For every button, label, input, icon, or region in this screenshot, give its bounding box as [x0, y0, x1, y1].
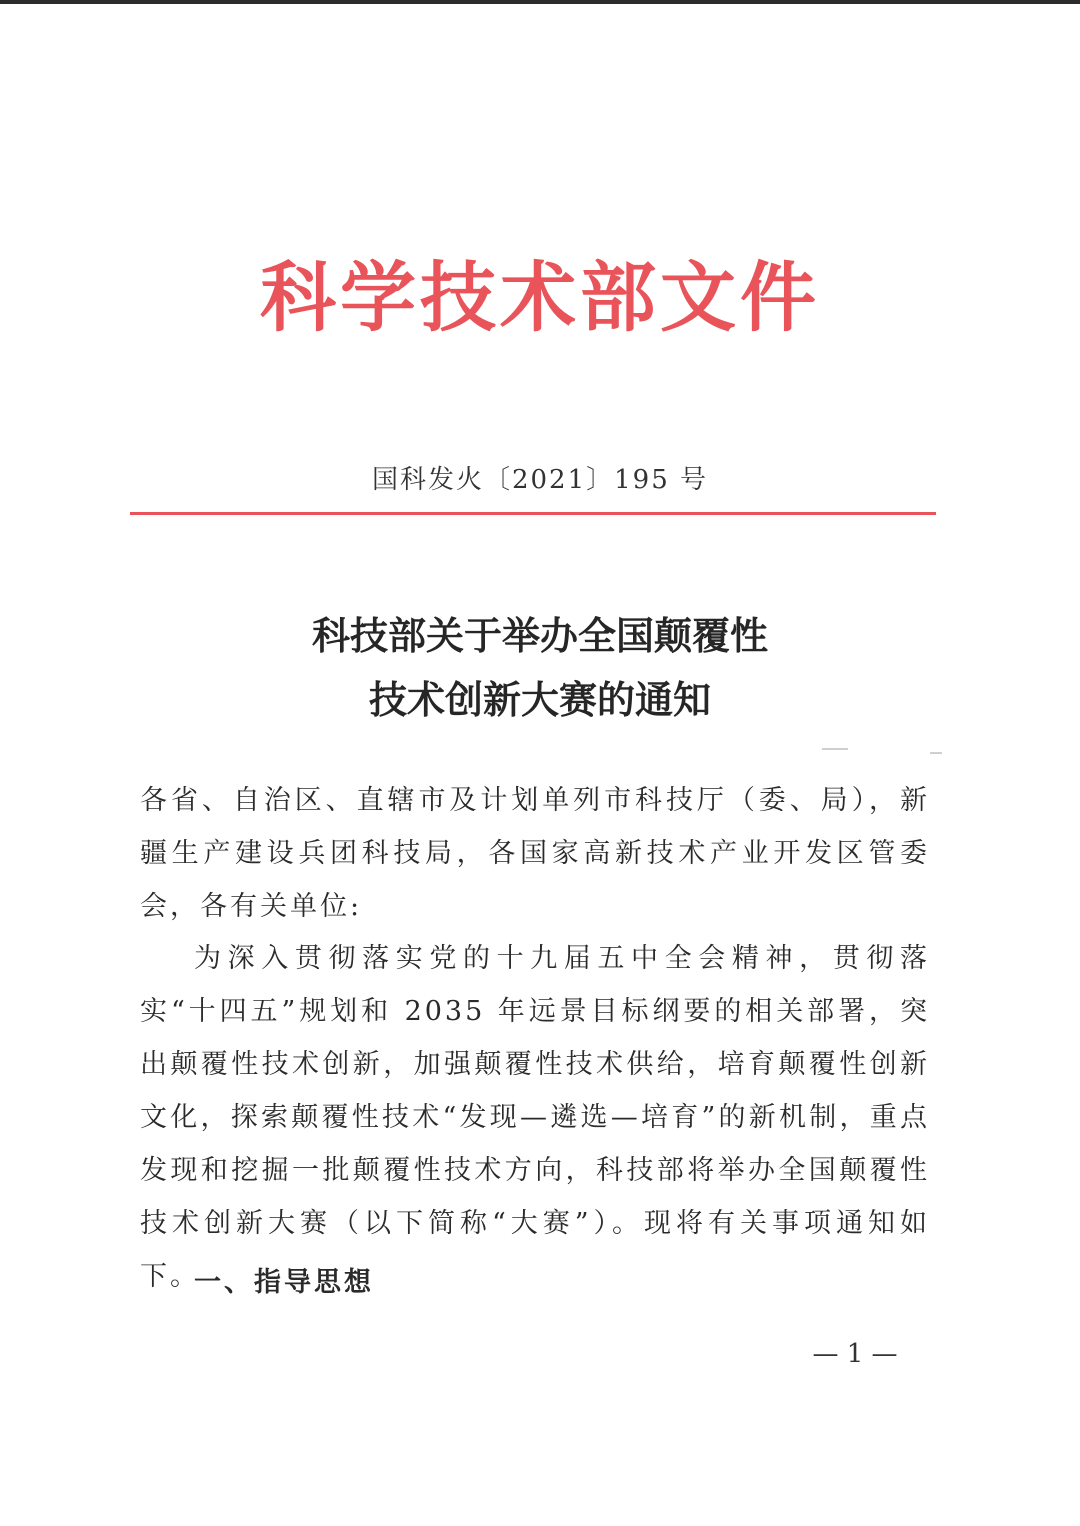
scan-speck — [822, 748, 848, 750]
red-divider-line — [130, 512, 936, 515]
document-title — [0, 604, 1080, 732]
section-heading: 一、指导思想 — [194, 1267, 374, 1298]
intro-paragraph: 为深入贯彻落实党的十九届五中全会精神，贯彻落实“十四五”规划和 2035 年远景目标纲要的相关部署，突出颠覆性技术创新，加强颠覆性技术供给，培育颠覆性创新文化，探索颠覆性技术“发现—遴选—培育”的新机制，重点发现和挖掘一批颠覆性技术方向，科技部将举办全国颠覆性技术创新大赛（以下简称“大赛”）。现将有关事项通知如下。 — [140, 943, 930, 1292]
title-line-2: 技术创新大赛的通知 — [368, 678, 711, 722]
document-number: 国科发火〔2021〕195 号 — [371, 465, 709, 495]
scan-speck — [930, 752, 942, 754]
page-number: — 1 — — [812, 1339, 898, 1369]
salutation-paragraph: 各省、自治区、直辖市及计划单列市科技厅（委、局），新疆生产建设兵团科技局，各国家高新技术产业开发区管委会，各有关单位: — [140, 785, 930, 922]
document-masthead: 科学技术部文件 — [260, 253, 820, 342]
scan-top-edge — [0, 0, 1080, 4]
title-line-1: 科技部关于举办全国颠覆性 — [311, 614, 768, 658]
